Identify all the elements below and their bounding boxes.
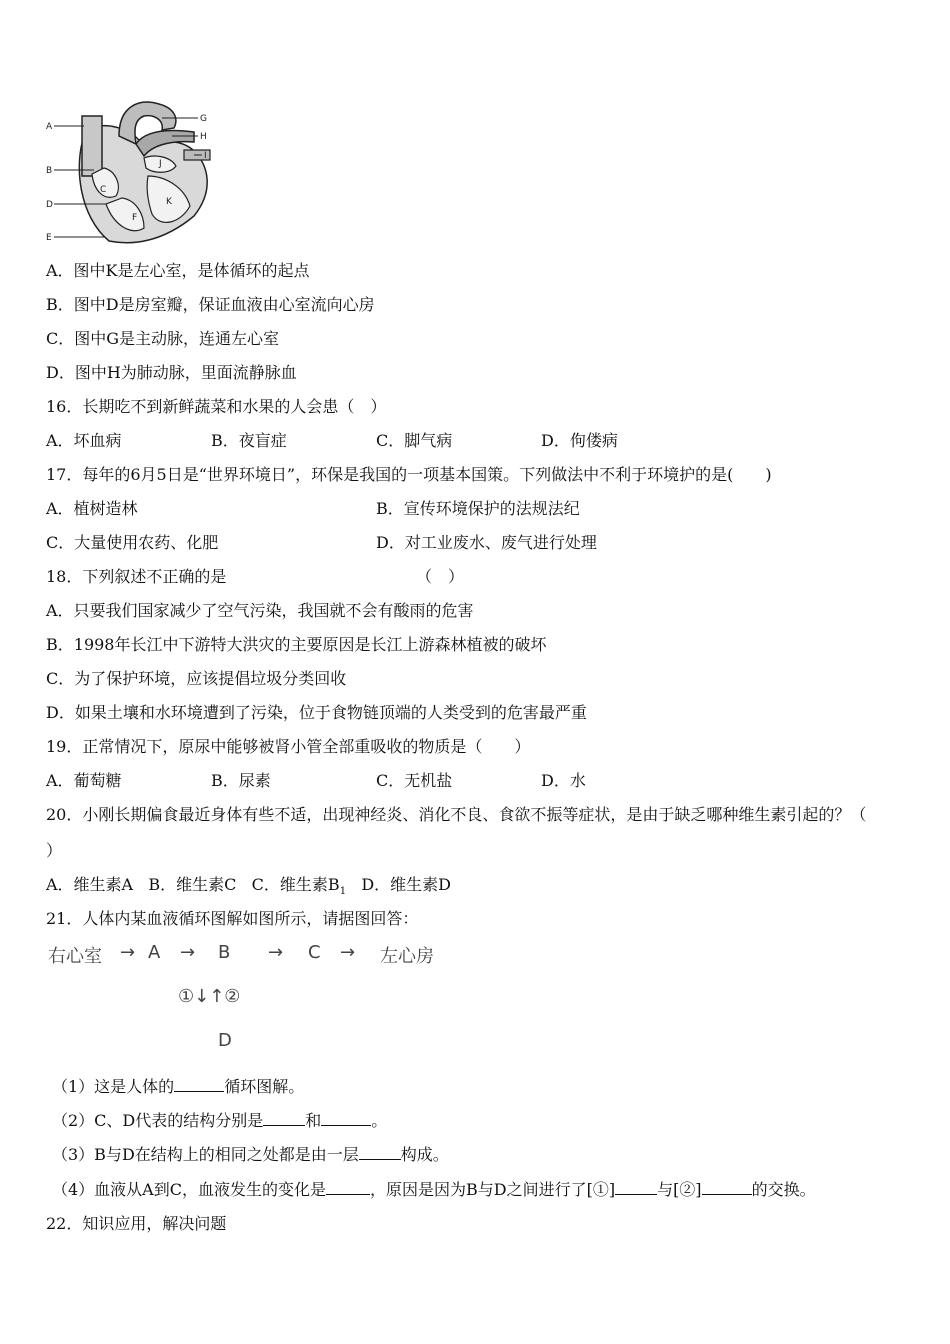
q20-stem: 20．小刚长期偏食最近身体有些不适，出现神经炎、消化不良、食欲不振等症状，是由于缺乏哪种维生素引起的？（ bbox=[46, 805, 867, 824]
flow-arrow-2: → bbox=[180, 942, 196, 963]
label-d: D bbox=[46, 200, 53, 210]
label-h: H bbox=[200, 132, 207, 142]
heart-diagram bbox=[44, 96, 224, 248]
q18-option-b: B．1998年长江中下游特大洪灾的主要原因是长江上游森林植被的破坏 bbox=[46, 635, 547, 654]
q18-option-d: D．如果土壤和水环境遭到了污染，位于食物链顶端的人类受到的危害最严重 bbox=[46, 703, 587, 722]
q19-option-b: B．尿素 bbox=[211, 771, 271, 790]
q19-option-d: D．水 bbox=[541, 771, 586, 790]
blank-7[interactable] bbox=[702, 1180, 752, 1195]
q17-option-a: A．植树造林 bbox=[46, 499, 138, 518]
q16-stem: 16．长期吃不到新鲜蔬菜和水果的人会患（ ） bbox=[46, 397, 387, 416]
label-f: F bbox=[132, 213, 138, 223]
q17-option-b: B．宣传环境保护的法规法纪 bbox=[376, 499, 580, 518]
q20-options bbox=[46, 875, 451, 902]
flow-exchange: ①↓↑② bbox=[178, 986, 241, 1007]
q15-option-c: C．图中G是主动脉，连通左心室 bbox=[46, 329, 280, 348]
label-c: C bbox=[100, 185, 107, 195]
label-k: K bbox=[166, 197, 172, 207]
q21-sub3: （3）B与D在结构上的相同之处都是由一层 构成。 bbox=[52, 1145, 449, 1164]
q18-paren: （ ） bbox=[416, 567, 465, 586]
label-a: A bbox=[46, 122, 53, 132]
q22-stem: 22．知识应用，解决问题 bbox=[46, 1214, 227, 1233]
flow-b: B bbox=[218, 942, 231, 963]
flow-d: D bbox=[218, 1030, 232, 1051]
q21-stem: 21．人体内某血液循环图解如图所示，请据图回答： bbox=[46, 909, 419, 928]
q17-option-d: D．对工业废水、废气进行处理 bbox=[376, 533, 597, 552]
blank-5[interactable] bbox=[326, 1180, 370, 1195]
q18-option-a: A．只要我们国家减少了空气污染，我国就不会有酸雨的危害 bbox=[46, 601, 474, 620]
q16-option-b: B．夜盲症 bbox=[211, 431, 287, 450]
label-i: I bbox=[204, 151, 207, 161]
flow-arrow-1: → bbox=[120, 942, 136, 963]
q15-option-b: B．图中D是房室瓣，保证血液由心室流向心房 bbox=[46, 295, 375, 314]
q20-subscript: 1 bbox=[339, 886, 347, 898]
q16-option-d: D．佝偻病 bbox=[541, 431, 618, 450]
q18-option-c: C．为了保护环境，应该提倡垃圾分类回收 bbox=[46, 669, 347, 688]
q21-sub1: （1）这是人体的 循环图解。 bbox=[52, 1077, 305, 1096]
flow-end: 左心房 bbox=[380, 946, 434, 967]
label-b: B bbox=[46, 166, 53, 176]
q19-option-a: A．葡萄糖 bbox=[46, 771, 122, 790]
q19-stem: 19．正常情况下，原尿中能够被肾小管全部重吸收的物质是（ ） bbox=[46, 737, 531, 756]
blank-6[interactable] bbox=[615, 1180, 657, 1195]
q20-option-d: D．维生素D bbox=[361, 875, 451, 894]
q19-option-c: C．无机盐 bbox=[376, 771, 453, 790]
q17-option-c: C．大量使用农药、化肥 bbox=[46, 533, 219, 552]
blank-3[interactable] bbox=[321, 1111, 371, 1126]
flow-a: A bbox=[148, 942, 161, 963]
blank-2[interactable] bbox=[263, 1111, 305, 1126]
q18-stem: 18．下列叙述不正确的是 bbox=[46, 567, 227, 586]
q15-option-d: D．图中H为肺动脉，里面流静脉血 bbox=[46, 363, 297, 382]
flow-arrow-3: → bbox=[268, 942, 284, 963]
q21-sub2: （2）C、D代表的结构分别是 和 。 bbox=[52, 1111, 388, 1130]
q20-option-c: C．维生素B bbox=[251, 875, 340, 894]
q17-stem: 17．每年的6月5日是“世界环境日”，环保是我国的一项基本国策。下列做法中不利于环境护的是( ) bbox=[46, 465, 772, 484]
q20-stem-end: ） bbox=[46, 841, 63, 860]
blank-1[interactable] bbox=[174, 1077, 224, 1092]
flow-c: C bbox=[308, 942, 321, 963]
vena-cava-shape bbox=[82, 116, 102, 176]
label-j: J bbox=[159, 159, 162, 169]
blank-4[interactable] bbox=[359, 1145, 401, 1160]
q16-option-c: C．脚气病 bbox=[376, 431, 453, 450]
q20-option-b: B．维生素C bbox=[148, 875, 237, 894]
label-e: E bbox=[46, 233, 52, 243]
q20-option-a: A．维生素A bbox=[46, 875, 134, 894]
label-g: G bbox=[200, 114, 207, 124]
q21-sub4: （4）血液从A到C，血液发生的变化是 ，原因是因为B与D之间进行了[①] 与[②] 的交换。 bbox=[52, 1180, 816, 1199]
q16-option-a: A．坏血病 bbox=[46, 431, 122, 450]
flow-arrow-4: → bbox=[340, 942, 356, 963]
flow-start: 右心室 bbox=[48, 946, 102, 967]
q15-option-a: A．图中K是左心室，是体循环的起点 bbox=[46, 261, 310, 280]
